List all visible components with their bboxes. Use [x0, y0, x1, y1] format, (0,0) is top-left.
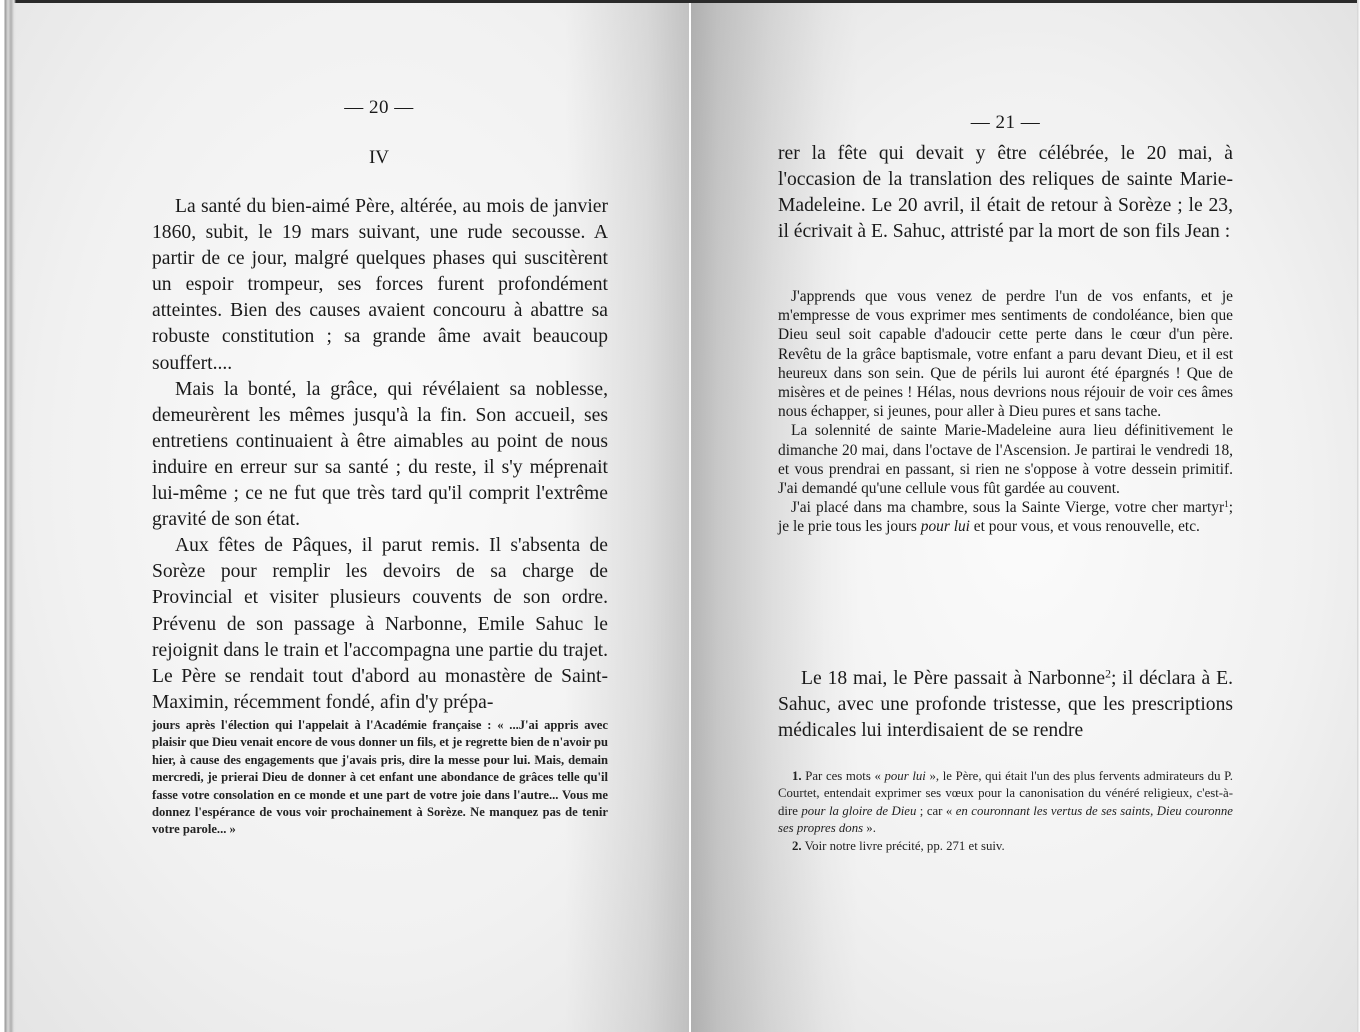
- footnote-ref: 1: [1224, 499, 1229, 510]
- paragraph: La santé du bien-aimé Père, altérée, au mois de janvier 1860, subit, le 19 mars suivant, une rude secousse. A partir de ce jour, malgré quelques phases qui suscitèrent un espoir trompeur, ses forces furent profondément atteintes. Bien des causes avaient concouru à abattre sa robuste constitution ; sa grande âme avait beaucoup souffert....: [152, 196, 608, 374]
- body-text: [778, 141, 1233, 245]
- footnote-number: 2.: [792, 838, 802, 853]
- letter-paragraph: [778, 498, 1233, 536]
- page-number: — 20 —: [344, 97, 414, 118]
- page-number: — 21 —: [970, 112, 1041, 133]
- book-page-edges: [0, 0, 16, 1032]
- paragraph: rer la fête qui devait y être célébrée, le 20 mai, à l'occasion de la translation des reliques de sainte Marie-Madeleine. Le 20 avril, il était de retour à Sorèze ; le 23, il écrivait à E. Sahuc, attristé par la mort de son fils Jean :: [778, 143, 1233, 243]
- letter-text: et pour vous, et vous renouvelle, etc.: [969, 518, 1200, 536]
- body-text: [778, 666, 1233, 744]
- letter-paragraph: La solennité de sainte Marie-Madeleine aura lieu définitivement le dimanche 20 mai, dans l'octave de l'Ascension. Je partirai le vendredi 18, et vous prendrai en passant, si rien ne s'oppose à votre dessein primitif. J'ai demandé qu'une cellule vous fût gardée au couvent.: [778, 422, 1233, 498]
- chapter-heading: IV: [368, 147, 390, 168]
- footnote-italic: pour lui: [884, 769, 926, 783]
- paragraph-text: Le 18 mai, le Père passait à Narbonne: [801, 668, 1106, 689]
- footnote-italic: en couronnant les vertus de ses saints, Dieu couronne ses propres dons: [778, 803, 1233, 836]
- paragraph: Aux fêtes de Pâques, il parut remis. Il s'absenta de Sorèze pour remplir les devoirs de sa charge de Provincial et visiter plusieurs couvents de son ordre. Prévenu de son passage à Narbonne, Emile Sahuc le rejoignit dans le train et l'accompagna une partie du trajet. Le Père se rendait tout d'abord au monastère de Saint-Maximin, récemment fondé, afin d'y prépa-: [152, 535, 608, 713]
- letter-italic: pour lui: [920, 518, 970, 536]
- footnote-text: jours après l'élection qui l'appelait à l'Académie française : « ...J'ai appris avec plaisir que Dieu venait encore de vous donner un fils, et je regrette bien de n'avoir pu hier, à cause des engagements que j'avais pris, dire la messe pour lui. Mais, demain mercredi, je prierai Dieu de donner à cet enfant une abondance de grâces telle qu'il fasse votre consolation en ce monde et une part de votre joie dans l'autre... Vous me donnez l'espérance de vous voir prochainement à Sorèze. Ne manquez pas de tenir votre parole... »: [152, 718, 608, 837]
- footnotes: [778, 768, 1233, 855]
- footnote-1: [778, 768, 1233, 838]
- footnote-ref: 2: [1105, 667, 1111, 681]
- footnote-2: [778, 838, 1233, 855]
- footnote-text: Par ces mots «: [801, 769, 885, 783]
- footnote-text: », le Père, qui était l'un des plus fervents admirateurs du P. Courtet, entendait exprimer ses vœux pour la canonisation du vénéré religieux, c'est-à-dire: [778, 769, 1234, 818]
- body-text: [152, 194, 608, 716]
- letter-paragraph: J'apprends que vous venez de perdre l'un de vos enfants, et je m'empresse de vous exprimer mes sentiments de condoléance, bien que Dieu seul soit capable d'adoucir cette perte dans le cœur d'un père. Revêtu de la grâce baptismale, votre enfant a paru devant Dieu, et il est heureux dans son sein. Que de périls lui auront été épargnés ! Que de misères et de peines ! Hélas, nous devrions nous réjouir de voir ces âmes nous échapper, si jeunes, pour aller à Dieu pures et sans tache.: [778, 288, 1233, 421]
- paragraph-text: ; il déclara à E. Sahuc, avec une profonde tristesse, que les prescriptions médicales lui interdisaient de se rendre: [778, 668, 1233, 742]
- footnote-number: 1.: [792, 769, 802, 783]
- footnote-italic: pour la gloire de Dieu: [801, 803, 917, 818]
- paragraph: Mais la bonté, la grâce, qui révélaient sa noblesse, demeurèrent les mêmes jusqu'à la fin. Son accueil, ses entretiens continuaient à être aimables au point de nous induire en erreur sur sa santé ; du reste, il s'y méprenait lui-même ; ce ne fut que très tard qu'il comprit l'extrême gravité de son état.: [152, 378, 608, 531]
- letter-text: J'ai placé dans ma chambre, sous la Sainte Vierge, votre cher martyr: [791, 499, 1225, 517]
- quoted-letter: [778, 287, 1233, 537]
- footnote-text: Voir notre livre précité, pp. 271 et suiv.: [801, 838, 1005, 853]
- scan-top-edge: [0, 0, 1360, 3]
- footnote-continuation: [152, 717, 608, 839]
- letter-text: ; je le prie tous les jours: [778, 499, 1233, 536]
- page-21: [691, 0, 1360, 1032]
- footnote-text: ; car «: [916, 803, 956, 818]
- paragraph: [778, 666, 1233, 744]
- footnote-text: ».: [863, 821, 876, 836]
